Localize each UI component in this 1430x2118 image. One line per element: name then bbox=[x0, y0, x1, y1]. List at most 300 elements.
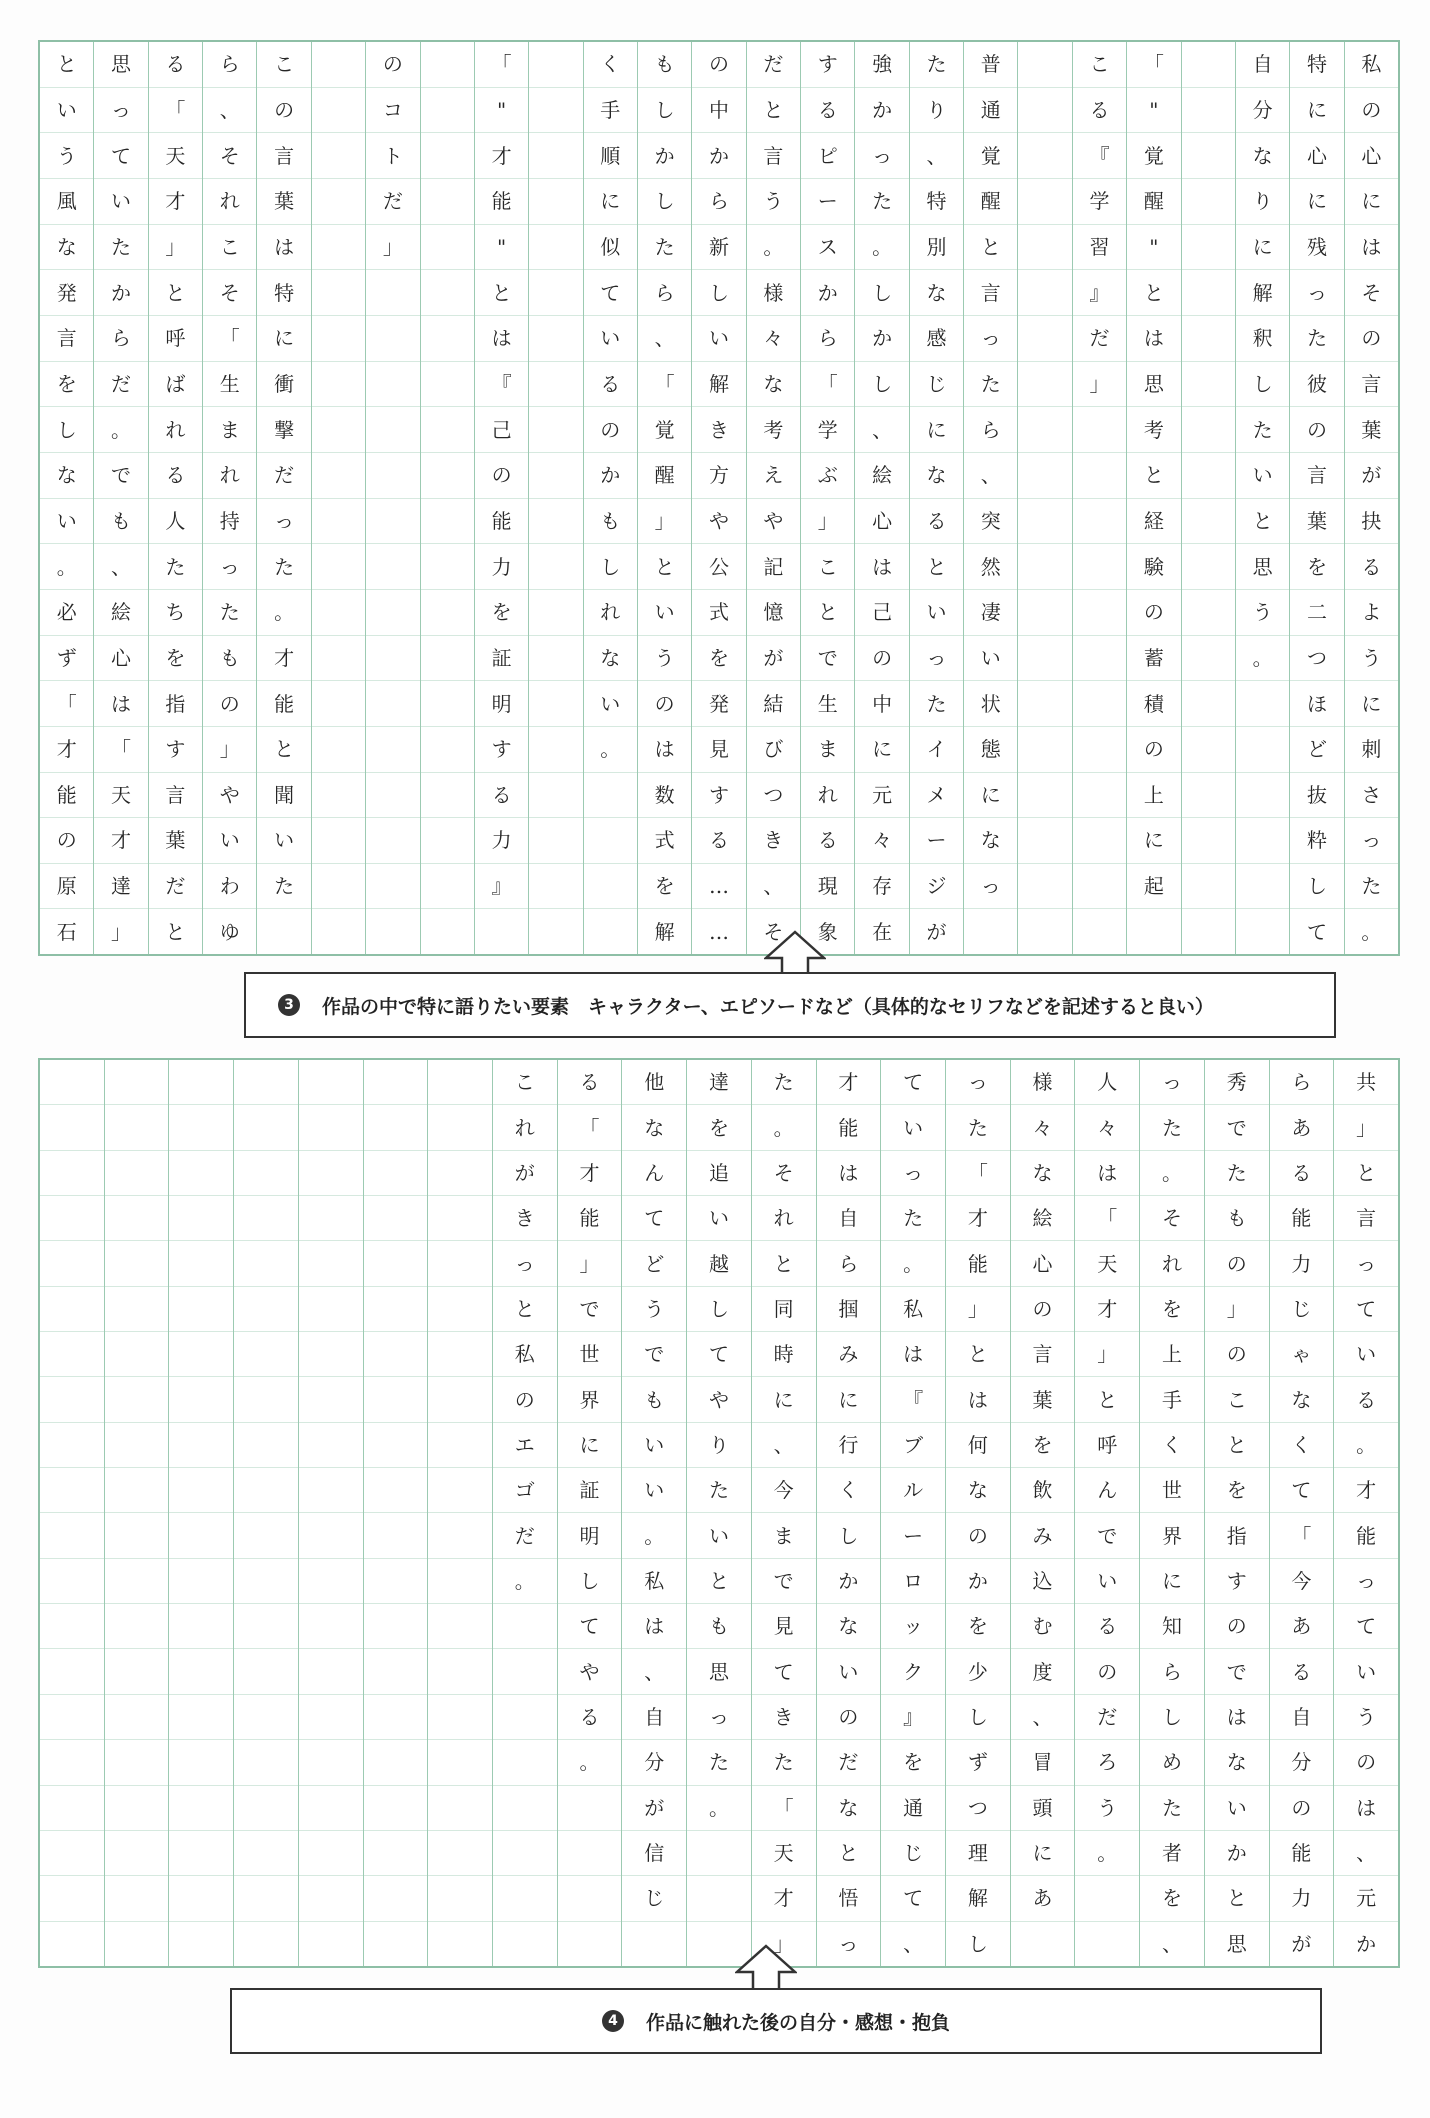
grid-cell: そ bbox=[747, 908, 800, 954]
grid-cell bbox=[299, 1376, 363, 1421]
grid-cell: 彼 bbox=[1290, 361, 1343, 407]
grid-cell: 「 bbox=[946, 1150, 1010, 1195]
grid-cell: た bbox=[881, 1195, 945, 1240]
grid-cell: 悟 bbox=[817, 1875, 881, 1920]
grid-cell: く bbox=[1140, 1422, 1204, 1467]
grid-cell: 状 bbox=[964, 680, 1017, 726]
grid-cell: 醒 bbox=[964, 178, 1017, 224]
grid-cell: 憶 bbox=[747, 589, 800, 635]
grid-cell bbox=[1182, 132, 1235, 178]
grid-cell: 葉 bbox=[149, 817, 202, 863]
grid-cell bbox=[234, 1739, 298, 1784]
grid-cell bbox=[169, 1376, 233, 1421]
grid-cell: 才 bbox=[752, 1875, 816, 1920]
grid-cell bbox=[428, 1875, 492, 1920]
grid-cell: か bbox=[1205, 1830, 1269, 1875]
grid-cell bbox=[421, 87, 474, 133]
grid-cell: 達 bbox=[708, 1070, 729, 1095]
grid-cell: 飲 bbox=[1011, 1467, 1075, 1512]
grid-cell: は bbox=[1205, 1694, 1269, 1739]
grid-cell: 力 bbox=[1270, 1240, 1334, 1285]
grid-cell: が bbox=[1270, 1921, 1334, 1966]
grid-cell: 。 bbox=[881, 1240, 945, 1285]
grid-cell bbox=[428, 1150, 492, 1195]
grid-cell: 「 bbox=[40, 680, 93, 726]
grid-cell bbox=[40, 1558, 104, 1603]
grid-cell: 言 bbox=[1011, 1331, 1075, 1376]
grid-cell bbox=[1018, 361, 1071, 407]
grid-cell bbox=[105, 1785, 169, 1830]
grid-column bbox=[880, 1060, 945, 1966]
grid-cell: 頭 bbox=[1011, 1785, 1075, 1830]
grid-cell: っ bbox=[1334, 1558, 1398, 1603]
grid-cell bbox=[105, 1921, 169, 1966]
grid-cell: る bbox=[801, 87, 854, 133]
grid-cell: 似 bbox=[584, 224, 637, 270]
grid-cell: 自 bbox=[817, 1195, 881, 1240]
grid-cell: 言 bbox=[964, 269, 1017, 315]
grid-cell: て bbox=[1334, 1286, 1398, 1331]
grid-cell: れ bbox=[203, 178, 256, 224]
grid-cell: か bbox=[817, 1558, 881, 1603]
grid-cell: に bbox=[752, 1376, 816, 1421]
grid-cell: あ bbox=[1011, 1875, 1075, 1920]
grid-cell: の bbox=[1205, 1240, 1269, 1285]
grid-cell: ー bbox=[801, 178, 854, 224]
grid-cell: い bbox=[692, 315, 745, 361]
grid-cell: は bbox=[257, 224, 310, 270]
grid-cell: 手 bbox=[1140, 1376, 1204, 1421]
grid-cell: も bbox=[584, 498, 637, 544]
grid-cell: を bbox=[638, 863, 691, 909]
grid-cell: し bbox=[855, 269, 908, 315]
grid-cell: や bbox=[692, 498, 745, 544]
grid-cell: 経 bbox=[1127, 498, 1180, 544]
grid-cell: い bbox=[687, 1195, 751, 1240]
grid-cell: い bbox=[584, 680, 637, 726]
grid-cell: ト bbox=[366, 132, 419, 178]
grid-cell: 思 bbox=[1205, 1921, 1269, 1966]
grid-cell: の bbox=[1270, 1785, 1334, 1830]
grid-cell: ゆ bbox=[203, 908, 256, 954]
grid-cell bbox=[421, 817, 474, 863]
grid-cell: の bbox=[1205, 1331, 1269, 1376]
grid-cell: 言 bbox=[40, 315, 93, 361]
grid-cell: 分 bbox=[1270, 1739, 1334, 1784]
grid-cell bbox=[1018, 178, 1071, 224]
grid-cell: 、 bbox=[638, 315, 691, 361]
grid-cell: だ bbox=[817, 1739, 881, 1784]
grid-cell: 分 bbox=[622, 1739, 686, 1784]
grid-cell: 、 bbox=[881, 1921, 945, 1966]
grid-cell bbox=[364, 1921, 428, 1966]
grid-cell bbox=[687, 1875, 751, 1920]
grid-cell bbox=[299, 1467, 363, 1512]
grid-cell bbox=[493, 1785, 557, 1830]
grid-cell: た bbox=[752, 1739, 816, 1784]
grid-cell: 。 bbox=[855, 224, 908, 270]
grid-cell: が bbox=[747, 635, 800, 681]
grid-cell: 能 bbox=[40, 772, 93, 818]
grid-cell bbox=[299, 1240, 363, 1285]
grid-cell: 。 bbox=[584, 726, 637, 772]
grid-cell: と bbox=[56, 52, 77, 77]
grid-cell bbox=[1182, 361, 1235, 407]
grid-cell: か bbox=[801, 269, 854, 315]
grid-cell: 自 bbox=[622, 1694, 686, 1739]
grid-cell: に bbox=[1345, 680, 1398, 726]
grid-cell: 「 bbox=[801, 361, 854, 407]
grid-cell: に bbox=[1345, 178, 1398, 224]
grid-cell: の bbox=[1075, 1648, 1139, 1693]
grid-cell: い bbox=[638, 589, 691, 635]
grid-cell: 手 bbox=[584, 87, 637, 133]
grid-cell bbox=[1011, 1921, 1075, 1966]
grid-cell: 覚 bbox=[638, 406, 691, 452]
grid-cell: 心 bbox=[855, 498, 908, 544]
grid-cell: い bbox=[881, 1104, 945, 1149]
grid-cell: そ bbox=[203, 132, 256, 178]
grid-cell: も bbox=[1205, 1195, 1269, 1240]
grid-cell: 能 bbox=[475, 498, 528, 544]
grid-cell: 越 bbox=[687, 1240, 751, 1285]
grid-cell: う bbox=[638, 635, 691, 681]
grid-cell: つ bbox=[747, 772, 800, 818]
grid-cell: 共 bbox=[1356, 1070, 1377, 1095]
grid-cell: " bbox=[475, 224, 528, 270]
grid-cell: っ bbox=[1161, 1070, 1182, 1095]
grid-cell: ま bbox=[801, 726, 854, 772]
grid-cell: 覚 bbox=[964, 132, 1017, 178]
grid-cell: や bbox=[203, 772, 256, 818]
grid-cell: っ bbox=[257, 498, 310, 544]
grid-cell bbox=[234, 1785, 298, 1830]
grid-cell: 才 bbox=[1075, 1286, 1139, 1331]
grid-cell: で bbox=[801, 635, 854, 681]
grid-cell: 追 bbox=[687, 1150, 751, 1195]
grid-cell: の bbox=[1127, 589, 1180, 635]
grid-cell: 蓄 bbox=[1127, 635, 1180, 681]
grid-cell: 時 bbox=[752, 1331, 816, 1376]
grid-cell: た bbox=[946, 1104, 1010, 1149]
grid-cell: め bbox=[1140, 1739, 1204, 1784]
grid-cell: は bbox=[817, 1150, 881, 1195]
grid-cell bbox=[1073, 908, 1126, 954]
grid-cell: 特 bbox=[1306, 52, 1327, 77]
grid-cell: れ bbox=[801, 772, 854, 818]
grid-cell: 。 bbox=[1075, 1830, 1139, 1875]
section-number-badge: 3 bbox=[278, 994, 300, 1016]
grid-cell: し bbox=[687, 1286, 751, 1331]
grid-cell: ー bbox=[881, 1512, 945, 1557]
grid-cell: で bbox=[622, 1331, 686, 1376]
grid-cell: れ bbox=[203, 452, 256, 498]
grid-cell: で bbox=[1075, 1512, 1139, 1557]
grid-cell: は bbox=[946, 1376, 1010, 1421]
grid-cell: ら bbox=[94, 315, 147, 361]
grid-cell: す bbox=[817, 52, 838, 77]
grid-cell: 生 bbox=[203, 361, 256, 407]
grid-cell bbox=[312, 635, 365, 681]
grid-cell: 現 bbox=[801, 863, 854, 909]
grid-column bbox=[298, 1060, 363, 1966]
grid-cell bbox=[1182, 543, 1235, 589]
grid-cell: し bbox=[584, 543, 637, 589]
grid-cell: な bbox=[40, 452, 93, 498]
grid-cell: 撃 bbox=[257, 406, 310, 452]
grid-cell bbox=[493, 1921, 557, 1966]
grid-cell: 。 bbox=[94, 406, 147, 452]
grid-cell: か bbox=[1334, 1921, 1398, 1966]
grid-cell: こ bbox=[1089, 52, 1110, 77]
grid-cell: 信 bbox=[622, 1830, 686, 1875]
grid-cell: い bbox=[964, 635, 1017, 681]
grid-cell: " bbox=[1127, 87, 1180, 133]
grid-cell: も bbox=[687, 1603, 751, 1648]
grid-cell bbox=[1018, 498, 1071, 544]
grid-cell bbox=[1018, 224, 1071, 270]
grid-cell: し bbox=[40, 406, 93, 452]
grid-cell: か bbox=[855, 315, 908, 361]
grid-cell bbox=[529, 42, 582, 87]
grid-column bbox=[854, 42, 908, 954]
grid-cell: た bbox=[257, 863, 310, 909]
grid-cell bbox=[529, 224, 582, 270]
grid-cell bbox=[299, 1648, 363, 1693]
grid-cell: ル bbox=[881, 1467, 945, 1512]
grid-cell: 、 bbox=[910, 132, 963, 178]
grid-cell: 式 bbox=[638, 817, 691, 863]
grid-cell bbox=[421, 224, 474, 270]
grid-cell bbox=[1182, 589, 1235, 635]
grid-cell bbox=[105, 1648, 169, 1693]
grid-column bbox=[104, 1060, 169, 1966]
grid-cell bbox=[169, 1785, 233, 1830]
grid-cell: 、 bbox=[203, 87, 256, 133]
grid-cell: っ bbox=[94, 87, 147, 133]
grid-cell: が bbox=[493, 1150, 557, 1195]
grid-cell: 心 bbox=[1290, 132, 1343, 178]
grid-cell: 「 bbox=[638, 361, 691, 407]
grid-cell bbox=[169, 1512, 233, 1557]
grid-cell: 能 bbox=[257, 680, 310, 726]
grid-cell bbox=[40, 1240, 104, 1285]
grid-cell: 抜 bbox=[1290, 772, 1343, 818]
grid-column bbox=[1017, 42, 1071, 954]
grid-cell bbox=[105, 1512, 169, 1557]
grid-cell: 生 bbox=[801, 680, 854, 726]
grid-cell: 『 bbox=[475, 361, 528, 407]
grid-cell: 分 bbox=[1236, 87, 1289, 133]
grid-cell: 感 bbox=[910, 315, 963, 361]
grid-cell: や bbox=[687, 1376, 751, 1421]
grid-cell: 証 bbox=[558, 1467, 622, 1512]
grid-cell: と bbox=[1075, 1376, 1139, 1421]
manuscript-grid-section-4 bbox=[38, 1058, 1400, 1968]
grid-cell: 「 bbox=[1270, 1512, 1334, 1557]
grid-cell bbox=[364, 1875, 428, 1920]
grid-cell: る bbox=[475, 772, 528, 818]
grid-cell: っ bbox=[964, 315, 1017, 361]
grid-cell: え bbox=[747, 452, 800, 498]
grid-cell bbox=[1182, 863, 1235, 909]
grid-cell: 能 bbox=[1270, 1830, 1334, 1875]
grid-cell bbox=[1236, 772, 1289, 818]
grid-cell: た bbox=[94, 224, 147, 270]
grid-cell: の bbox=[40, 817, 93, 863]
grid-cell: 知 bbox=[1140, 1603, 1204, 1648]
section-3-label-text: 作品の中で特に語りたい要素 キャラクター、エピソードなど（具体的なセリフなどを記述すると良い） bbox=[322, 995, 1214, 1018]
grid-cell: が bbox=[622, 1785, 686, 1830]
grid-cell: 天 bbox=[752, 1830, 816, 1875]
grid-cell bbox=[40, 1467, 104, 1512]
grid-cell: な bbox=[1205, 1739, 1269, 1784]
grid-cell bbox=[421, 680, 474, 726]
grid-cell bbox=[312, 361, 365, 407]
section-4-label-text: 作品に触れた後の自分・感想・抱負 bbox=[645, 2011, 950, 2034]
grid-cell bbox=[1073, 589, 1126, 635]
grid-cell: 通 bbox=[881, 1785, 945, 1830]
grid-cell: て bbox=[1270, 1467, 1334, 1512]
grid-cell: い bbox=[40, 498, 93, 544]
grid-cell: 証 bbox=[475, 635, 528, 681]
grid-cell bbox=[428, 1512, 492, 1557]
grid-cell bbox=[1018, 908, 1071, 954]
grid-column bbox=[583, 42, 637, 954]
section-3-label bbox=[244, 972, 1336, 1038]
grid-cell bbox=[364, 1739, 428, 1784]
grid-cell: す bbox=[475, 726, 528, 772]
grid-cell: 」 bbox=[801, 498, 854, 544]
grid-cell bbox=[169, 1060, 233, 1104]
grid-cell bbox=[234, 1150, 298, 1195]
grid-cell: 今 bbox=[752, 1467, 816, 1512]
grid-cell: れ bbox=[1140, 1240, 1204, 1285]
grid-cell: と bbox=[257, 726, 310, 772]
grid-cell bbox=[105, 1195, 169, 1240]
grid-cell bbox=[366, 817, 419, 863]
grid-cell: … bbox=[692, 908, 745, 954]
grid-cell: 普 bbox=[980, 52, 1001, 77]
grid-cell: も bbox=[622, 1376, 686, 1421]
grid-cell: る bbox=[1270, 1648, 1334, 1693]
grid-cell: 」 bbox=[1073, 361, 1126, 407]
grid-cell bbox=[493, 1603, 557, 1648]
grid-cell: な bbox=[946, 1467, 1010, 1512]
grid-cell: の bbox=[1290, 406, 1343, 452]
section-number-badge: 4 bbox=[602, 2010, 624, 2032]
grid-column bbox=[1072, 42, 1126, 954]
grid-cell: 世 bbox=[558, 1331, 622, 1376]
grid-cell bbox=[687, 1830, 751, 1875]
grid-cell: を bbox=[475, 589, 528, 635]
grid-cell bbox=[1236, 908, 1289, 954]
grid-cell: 。 bbox=[687, 1785, 751, 1830]
grid-cell bbox=[40, 1060, 104, 1104]
grid-cell: と bbox=[1334, 1150, 1398, 1195]
grid-cell bbox=[299, 1512, 363, 1557]
grid-cell: 「 bbox=[94, 726, 147, 772]
grid-column bbox=[168, 1060, 233, 1966]
grid-cell bbox=[366, 680, 419, 726]
grid-cell: る bbox=[692, 817, 745, 863]
grid-cell: 様 bbox=[747, 269, 800, 315]
grid-cell: 。 bbox=[1334, 1422, 1398, 1467]
grid-cell: 「 bbox=[491, 52, 512, 77]
grid-cell: 」 bbox=[366, 224, 419, 270]
grid-cell bbox=[1236, 680, 1289, 726]
grid-cell bbox=[234, 1376, 298, 1421]
grid-cell bbox=[1073, 635, 1126, 681]
grid-column bbox=[528, 42, 582, 954]
grid-cell: 私 bbox=[1361, 52, 1382, 77]
grid-cell bbox=[558, 1921, 622, 1966]
grid-cell: ま bbox=[752, 1512, 816, 1557]
grid-cell: は bbox=[881, 1331, 945, 1376]
grid-cell: た bbox=[149, 543, 202, 589]
grid-cell: う bbox=[1345, 635, 1398, 681]
grid-cell: ろ bbox=[1075, 1739, 1139, 1784]
grid-cell: て bbox=[94, 132, 147, 178]
grid-cell: 、 bbox=[622, 1648, 686, 1693]
grid-cell bbox=[529, 87, 582, 133]
grid-cell: 習 bbox=[1073, 224, 1126, 270]
grid-cell: ブ bbox=[881, 1422, 945, 1467]
grid-cell bbox=[1073, 543, 1126, 589]
grid-cell: 心 bbox=[1345, 132, 1398, 178]
grid-cell: は bbox=[1334, 1785, 1398, 1830]
grid-cell bbox=[366, 452, 419, 498]
grid-cell: 方 bbox=[692, 452, 745, 498]
grid-cell bbox=[428, 1240, 492, 1285]
grid-cell: と bbox=[149, 908, 202, 954]
grid-cell: だ bbox=[763, 52, 784, 77]
grid-cell bbox=[312, 406, 365, 452]
grid-cell bbox=[1018, 863, 1071, 909]
grid-cell: い bbox=[622, 1467, 686, 1512]
grid-column bbox=[1344, 42, 1398, 954]
grid-column bbox=[746, 42, 800, 954]
grid-cell: 存 bbox=[855, 863, 908, 909]
grid-column bbox=[1204, 1060, 1269, 1966]
grid-cell bbox=[493, 1694, 557, 1739]
grid-cell bbox=[1018, 726, 1071, 772]
grid-cell: 込 bbox=[1011, 1558, 1075, 1603]
grid-cell bbox=[364, 1195, 428, 1240]
grid-cell: 指 bbox=[149, 680, 202, 726]
grid-cell: 」 bbox=[94, 908, 147, 954]
grid-cell: と bbox=[1236, 498, 1289, 544]
grid-cell bbox=[428, 1286, 492, 1331]
grid-cell: 思 bbox=[1236, 543, 1289, 589]
grid-cell: な bbox=[817, 1785, 881, 1830]
grid-column bbox=[751, 1060, 816, 1966]
grid-cell: で bbox=[94, 452, 147, 498]
grid-cell: 順 bbox=[584, 132, 637, 178]
grid-cell bbox=[558, 1875, 622, 1920]
grid-cell bbox=[421, 908, 474, 954]
grid-cell bbox=[529, 315, 582, 361]
grid-cell: と bbox=[1127, 452, 1180, 498]
grid-cell: 刺 bbox=[1345, 726, 1398, 772]
grid-cell: う bbox=[1334, 1694, 1398, 1739]
grid-cell: す bbox=[1205, 1558, 1269, 1603]
grid-cell bbox=[421, 635, 474, 681]
grid-cell: 天 bbox=[1075, 1240, 1139, 1285]
grid-cell bbox=[1018, 452, 1071, 498]
grid-cell bbox=[299, 1286, 363, 1331]
grid-cell: 衝 bbox=[257, 361, 310, 407]
